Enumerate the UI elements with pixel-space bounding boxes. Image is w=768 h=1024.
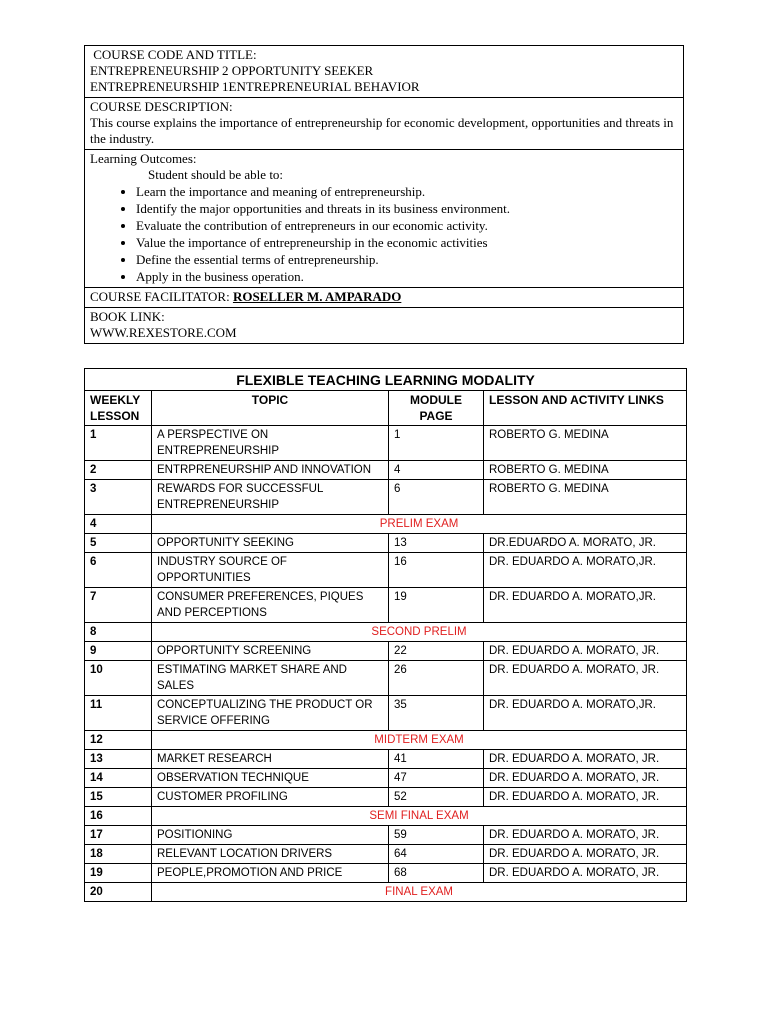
lesson-link-cell[interactable]: DR. EDUARDO A. MORATO, JR. (484, 826, 687, 845)
lesson-link-cell[interactable]: DR. EDUARDO A. MORATO, JR. (484, 642, 687, 661)
table-row (85, 480, 687, 515)
table-row (85, 426, 687, 461)
outcome-item: • Identify the major opportunities and threats in its business environment. (136, 200, 678, 217)
table-row (85, 661, 687, 696)
module-page-cell: 13 (389, 534, 484, 553)
column-header-page: MODULE PAGE (389, 391, 484, 426)
module-page-cell: 6 (389, 480, 484, 515)
exam-label: MIDTERM EXAM (152, 731, 687, 750)
lesson-link-cell[interactable]: ROBERTO G. MEDINA (484, 461, 687, 480)
outcome-item: • Evaluate the contribution of entrepreneurs in our economic activity. (136, 217, 678, 234)
topic-cell: INDUSTRY SOURCE OF OPPORTUNITIES (152, 553, 389, 588)
exam-label: PRELIM EXAM (152, 515, 687, 534)
table-row (85, 864, 687, 883)
book-link-label: BOOK LINK: (90, 309, 165, 324)
module-page-cell: 26 (389, 661, 484, 696)
module-page-cell: 22 (389, 642, 484, 661)
table-row (85, 750, 687, 769)
exam-label: FINAL EXAM (152, 883, 687, 902)
week-number: 6 (85, 553, 152, 588)
week-number: 2 (85, 461, 152, 480)
course-title-line-2: ENTREPRENEURSHIP 1ENTREPRENEURIAL BEHAVIOR (90, 79, 420, 94)
module-page-cell: 4 (389, 461, 484, 480)
exam-row (85, 515, 687, 534)
exam-row (85, 883, 687, 902)
learning-outcomes-label: Learning Outcomes: (90, 151, 197, 166)
table-row (85, 769, 687, 788)
lesson-link-cell[interactable]: DR. EDUARDO A. MORATO, JR. (484, 661, 687, 696)
lesson-link-cell[interactable]: DR. EDUARDO A. MORATO, JR. (484, 750, 687, 769)
column-header-week: WEEKLY LESSON (85, 391, 152, 426)
table-row (85, 788, 687, 807)
module-page-cell: 19 (389, 588, 484, 623)
exam-row (85, 807, 687, 826)
column-header-links: LESSON AND ACTIVITY LINKS (484, 391, 687, 426)
lesson-link-cell[interactable]: DR. EDUARDO A. MORATO,JR. (484, 696, 687, 731)
outcome-item: • Learn the importance and meaning of entrepreneurship. (136, 183, 678, 200)
week-number: 4 (85, 515, 152, 534)
table-row (85, 642, 687, 661)
week-number: 15 (85, 788, 152, 807)
lesson-link-cell[interactable]: DR. EDUARDO A. MORATO, JR. (484, 845, 687, 864)
course-title-line-1: ENTREPRENEURSHIP 2 OPPORTUNITY SEEKER (90, 63, 374, 78)
schedule-header-row (85, 391, 687, 426)
schedule-title: FLEXIBLE TEACHING LEARNING MODALITY (85, 369, 687, 391)
schedule-title-row (85, 369, 687, 391)
module-page-cell: 35 (389, 696, 484, 731)
week-number: 8 (85, 623, 152, 642)
topic-cell: PEOPLE,PROMOTION AND PRICE (152, 864, 389, 883)
schedule-body (85, 426, 687, 902)
table-row (85, 696, 687, 731)
topic-cell: MARKET RESEARCH (152, 750, 389, 769)
table-row (85, 534, 687, 553)
week-number: 12 (85, 731, 152, 750)
course-description-row (85, 98, 684, 150)
course-facilitator-row (85, 288, 684, 308)
topic-cell: RELEVANT LOCATION DRIVERS (152, 845, 389, 864)
module-page-cell: 41 (389, 750, 484, 769)
week-number: 3 (85, 480, 152, 515)
module-page-cell: 59 (389, 826, 484, 845)
exam-label: SECOND PRELIM (152, 623, 687, 642)
course-facilitator-label: COURSE FACILITATOR: (90, 289, 233, 304)
lesson-link-cell[interactable]: DR. EDUARDO A. MORATO, JR. (484, 864, 687, 883)
book-link[interactable]: WWW.REXESTORE.COM (90, 325, 237, 340)
lesson-link-cell[interactable]: DR. EDUARDO A. MORATO, JR. (484, 788, 687, 807)
table-row (85, 553, 687, 588)
course-info-table (84, 45, 684, 344)
week-number: 17 (85, 826, 152, 845)
course-description-label: COURSE DESCRIPTION: (90, 99, 233, 114)
outcome-item: • Value the importance of entrepreneurship in the economic activities (136, 234, 678, 251)
week-number: 18 (85, 845, 152, 864)
topic-cell: OPPORTUNITY SEEKING (152, 534, 389, 553)
exam-label: SEMI FINAL EXAM (152, 807, 687, 826)
column-header-topic: TOPIC (152, 391, 389, 426)
course-description-text: This course explains the importance of entrepreneurship for economic development, opportunities and threats in the industry. (90, 115, 674, 146)
book-link-row (85, 308, 684, 344)
module-page-cell: 16 (389, 553, 484, 588)
module-page-cell: 1 (389, 426, 484, 461)
course-title-row (85, 46, 684, 98)
topic-cell: A PERSPECTIVE ON ENTREPRENEURSHIP (152, 426, 389, 461)
table-row (85, 588, 687, 623)
learning-outcomes-row (85, 150, 684, 288)
lesson-link-cell[interactable]: DR. EDUARDO A. MORATO, JR. (484, 769, 687, 788)
week-number: 10 (85, 661, 152, 696)
topic-cell: CONCEPTUALIZING THE PRODUCT OR SERVICE OFFERING (152, 696, 389, 731)
course-facilitator-name: ROSELLER M. AMPARADO (232, 289, 402, 304)
learning-outcomes-list (90, 183, 678, 285)
topic-cell: REWARDS FOR SUCCESSFUL ENTREPRENEURSHIP (152, 480, 389, 515)
lesson-link-cell[interactable]: DR.EDUARDO A. MORATO, JR. (484, 534, 687, 553)
topic-cell: POSITIONING (152, 826, 389, 845)
outcome-item: • Define the essential terms of entrepreneurship. (136, 251, 678, 268)
schedule-table (84, 368, 687, 902)
week-number: 9 (85, 642, 152, 661)
topic-cell: ESTIMATING MARKET SHARE AND SALES (152, 661, 389, 696)
exam-row (85, 731, 687, 750)
topic-cell: OPPORTUNITY SCREENING (152, 642, 389, 661)
week-number: 19 (85, 864, 152, 883)
module-page-cell: 64 (389, 845, 484, 864)
topic-cell: OBSERVATION TECHNIQUE (152, 769, 389, 788)
week-number: 14 (85, 769, 152, 788)
outcome-item: • Apply in the business operation. (136, 268, 678, 285)
week-number: 11 (85, 696, 152, 731)
topic-cell: CUSTOMER PROFILING (152, 788, 389, 807)
table-row (85, 826, 687, 845)
module-page-cell: 52 (389, 788, 484, 807)
lesson-link-cell[interactable]: ROBERTO G. MEDINA (484, 426, 687, 461)
topic-cell: CONSUMER PREFERENCES, PIQUES AND PERCEPTIONS (152, 588, 389, 623)
week-number: 5 (85, 534, 152, 553)
topic-cell: ENTRPRENEURSHIP AND INNOVATION (152, 461, 389, 480)
exam-row (85, 623, 687, 642)
learning-outcomes-intro: Student should be able to: (148, 167, 284, 182)
lesson-link-cell[interactable]: DR. EDUARDO A. MORATO,JR. (484, 588, 687, 623)
week-number: 20 (85, 883, 152, 902)
lesson-link-cell[interactable]: ROBERTO G. MEDINA (484, 480, 687, 515)
table-row (85, 461, 687, 480)
module-page-cell: 47 (389, 769, 484, 788)
table-row (85, 845, 687, 864)
week-number: 13 (85, 750, 152, 769)
lesson-link-cell[interactable]: DR. EDUARDO A. MORATO,JR. (484, 553, 687, 588)
module-page-cell: 68 (389, 864, 484, 883)
week-number: 16 (85, 807, 152, 826)
course-code-label: COURSE CODE AND TITLE: (90, 47, 257, 62)
week-number: 1 (85, 426, 152, 461)
week-number: 7 (85, 588, 152, 623)
